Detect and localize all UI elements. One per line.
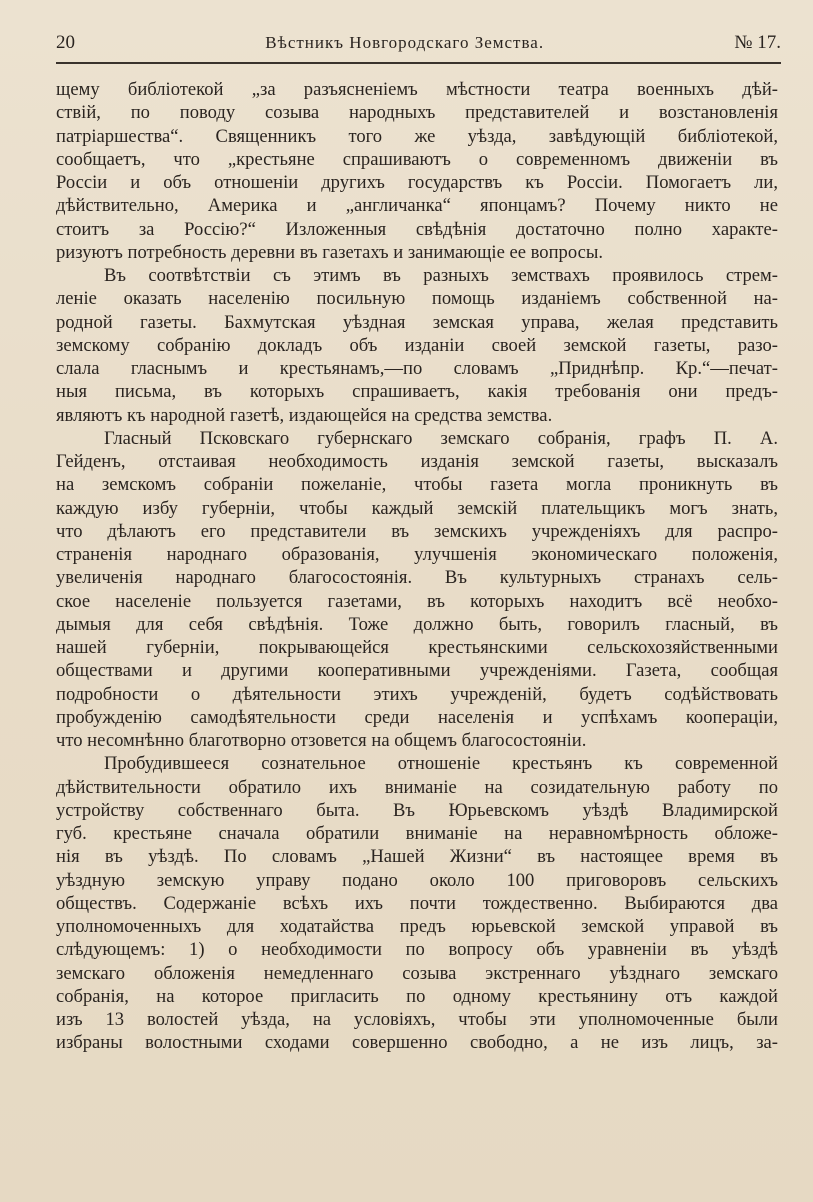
page-header [56, 28, 781, 58]
text-line: каждую избу губерніи, чтобы каждый земскій плательщикъ могъ знать, [56, 497, 778, 519]
text-line: сообщаетъ, что „крестьяне спрашиваютъ о современномъ движеніи въ [56, 148, 778, 170]
text-line: слала гласнымъ и крестьянамъ,—по словамъ „Приднѣпр. Кр.“—печат- [56, 358, 778, 379]
text-line: обществъ. Содержаніе всѣхъ ихъ почти тождественно. Выбираются два [56, 892, 778, 914]
text-line: Россіи и объ отношеніи другихъ государствъ къ Россіи. Помогаетъ ли, [56, 172, 778, 193]
page-number: 20 [56, 32, 75, 53]
text-line: подробности о дѣятельности этихъ учрежденій, будетъ содѣйствовать [56, 683, 778, 705]
text-line: обществами и другими кооперативными учрежденіями. Газета, сообщая [56, 660, 778, 682]
paragraph-start-line: Пробудившееся сознательное отношеніе крестьянъ къ современной [104, 753, 778, 775]
text-line: собранія, на которое пригласить по одному крестьянину отъ каждой [56, 985, 778, 1007]
text-line: что дѣлаютъ его представители въ земскихъ учрежденіяхъ для распро- [56, 520, 778, 542]
text-line: патріаршества“. Священникъ того же уѣзда, завѣдующій библіотекой, [56, 125, 778, 147]
text-line: являютъ къ народной газетѣ, издающейся на средства земства. [56, 404, 553, 426]
text-line: страненія народнаго образованія, улучшенія экономическаго положенія, [56, 544, 778, 565]
text-line: нія въ уѣздѣ. По словамъ „Нашей Жизни“ въ настоящее время въ [56, 846, 778, 868]
text-line: губ. крестьяне сначала обратили вниманіе на неравномѣрность обложе- [56, 823, 778, 844]
text-line: уполномоченныхъ для ходатайства предъ юрьевской земской управой въ [56, 916, 778, 937]
text-line: леніе оказать населенію посильную помощь изданіемъ собственной на- [56, 288, 778, 310]
text-line: ское населеніе пользуется газетами, въ которыхъ находитъ всё необхо- [56, 590, 778, 612]
text-line: ныя письма, въ которыхъ спрашиваетъ, какія требованія они предъ- [56, 381, 778, 403]
text-line: дѣйствительности обратило ихъ вниманіе на созидательную работу по [56, 776, 778, 798]
text-line: нашей губерніи, покрывающейся крестьянскими сельскохозяйственными [56, 637, 778, 658]
text-line: изъ 13 волостей уѣзда, на условіяхъ, чтобы эти уполномоченные были [56, 1009, 778, 1030]
text-line: стоитъ за Россію?“ Изложенныя свѣдѣнія достаточно полно характе- [56, 218, 778, 240]
text-line: пробужденію самодѣятельности среди населенія и успѣхамъ коопераціи, [56, 706, 778, 728]
text-line: земскому собранію докладъ объ изданіи своей земской газеты, разо- [56, 334, 778, 356]
text-line: слѣдующемъ: 1) о необходимости по вопросу объ уравненіи въ уѣздѣ [56, 939, 778, 961]
text-line: дѣйствительно, Америка и „англичанка“ японцамъ? Почему никто не [56, 195, 778, 217]
paragraph-start-line: Гласный Псковскаго губернскаго земскаго собранія, графъ П. А. [104, 427, 778, 449]
issue-number: № 17. [734, 32, 781, 53]
journal-title: Вѣстникъ Новгородскаго Земства. [265, 33, 545, 52]
text-line: устройству собственнаго быта. Въ Юрьевскомъ уѣздѣ Владимирской [56, 799, 778, 821]
text-line: ризуютъ потребность деревни въ газетахъ и занимающіе ее вопросы. [56, 241, 603, 263]
text-line: дымыя для себя свѣдѣнія. Тоже должно быть, говорилъ гласный, въ [56, 613, 778, 635]
article-body [56, 78, 778, 1055]
text-line: что несомнѣнно благотворно отзовется на общемъ благосостояніи. [56, 730, 587, 751]
paragraph-start-line: Въ соотвѣтствіи съ этимъ въ разныхъ земствахъ проявилось стрем- [104, 265, 778, 286]
text-line: земскаго обложенія немедленнаго созыва экстреннаго уѣзднаго земскаго [56, 962, 778, 984]
text-line: Гейденъ, отстаивая необходимость изданія земской газеты, высказалъ [56, 451, 778, 472]
text-line: на земскомъ собраніи пожеланіе, чтобы газета могла проникнуть въ [56, 474, 778, 496]
text-line: щему библіотекой „за разъясненіемъ мѣстности театра военныхъ дѣй- [56, 79, 778, 100]
text-line: родной газеты. Бахмутская уѣздная земская управа, желая представить [56, 311, 778, 333]
text-line: уѣздную земскую управу подано около 100 приговоровъ сельскихъ [56, 869, 778, 891]
text-line: увеличенія народнаго благосостоянія. Въ культурныхъ странахъ сель- [56, 567, 778, 589]
text-line: ствій, по поводу созыва народныхъ представителей и возстановленія [56, 102, 778, 124]
header-rule [56, 62, 781, 64]
text-line: избраны волостными сходами совершенно свободно, а не изъ лицъ, за- [56, 1032, 778, 1054]
